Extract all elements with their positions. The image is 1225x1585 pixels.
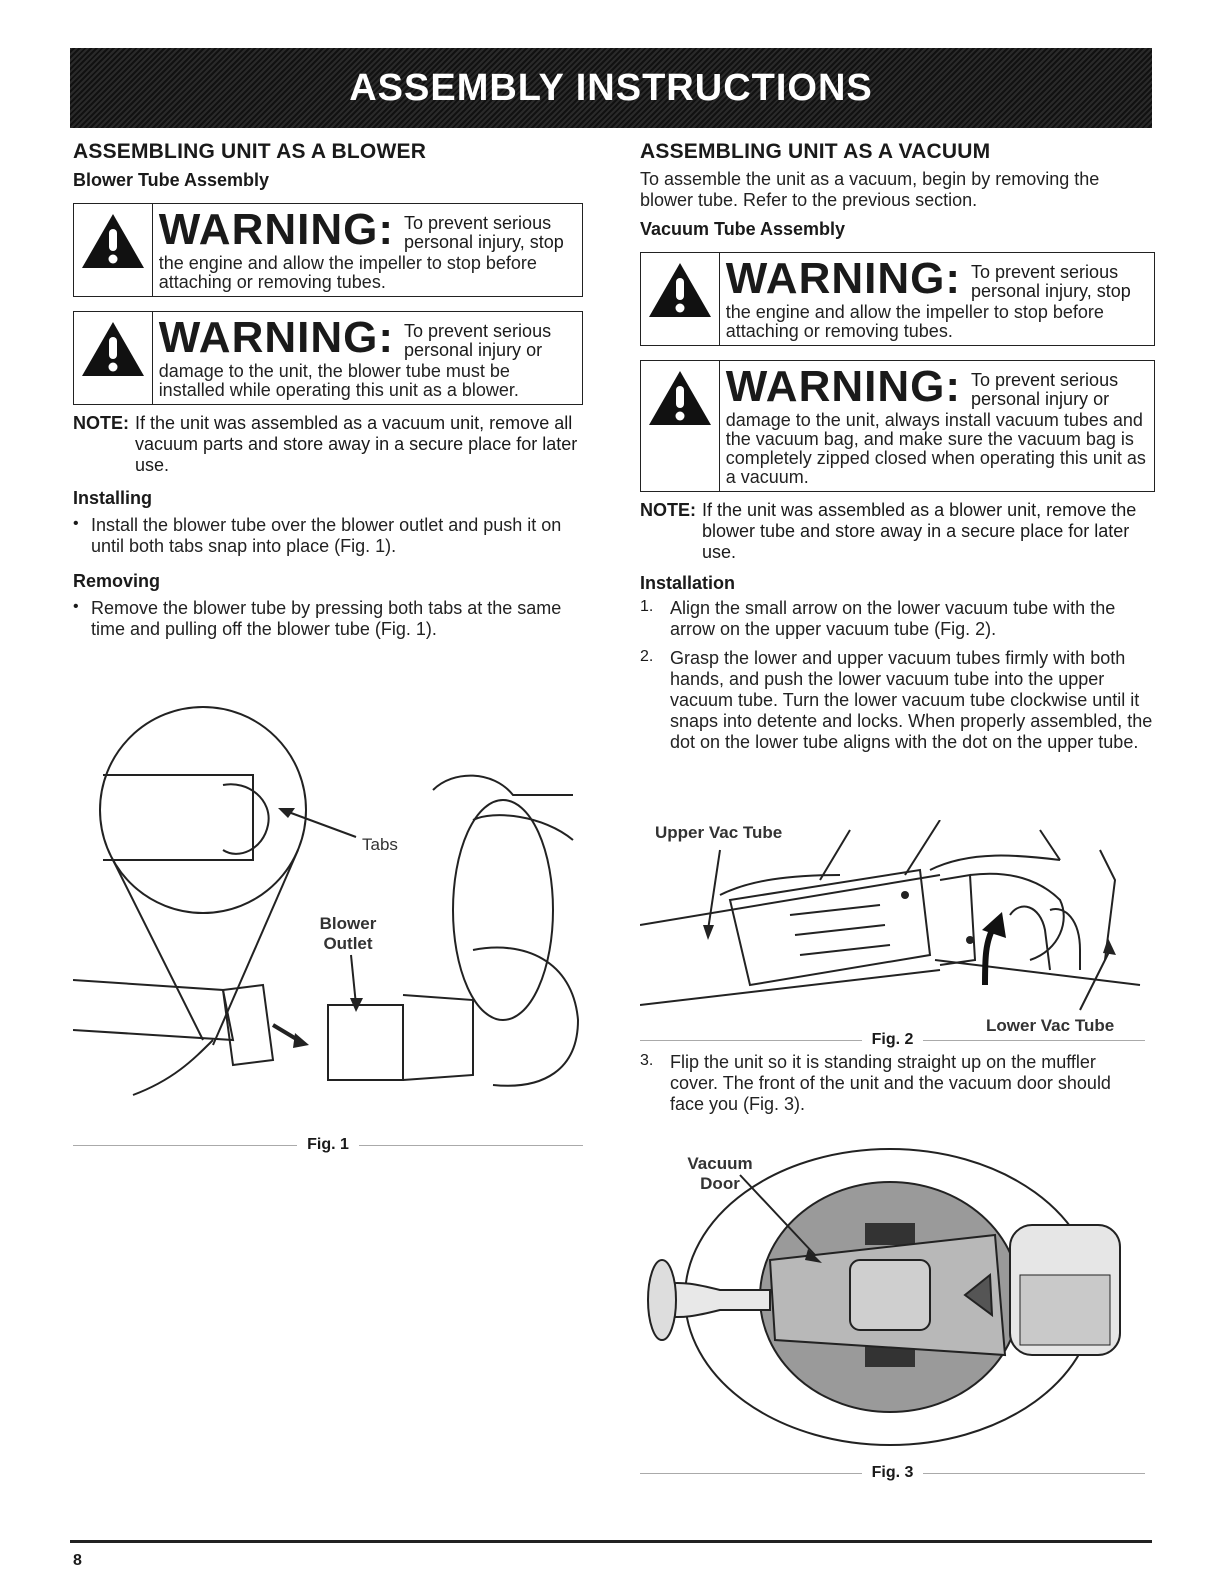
warning-text-first: To prevent serious personal injury or [971, 370, 1119, 409]
bullet-mark: • [73, 515, 79, 532]
subheading-installing: Installing [73, 488, 153, 508]
label-tabs: Tabs [362, 835, 398, 854]
step-text: Grasp the lower and upper vacuum tubes firmly with both hands, and push the lower vacuum tube into the upper vacuum tube. Turn the lower vacuum tube clockwise until it snaps into detente and locks. When properly assembled, the dot on the lower tube aligns with the dot on the upper tube. [670, 648, 1153, 752]
warning-word: WARNING: [725, 254, 961, 303]
warning-box [640, 252, 1155, 346]
warning-text-rest: damage to the unit, always install vacuum tubes and the vacuum bag, and make sure the vacuum bag is completely zipped closed when operating this unit as a vacuum. [725, 410, 1146, 487]
figure-3-caption [640, 1464, 1145, 1482]
warning-triangle-icon [80, 320, 146, 378]
label-upper-vac-tube: Upper Vac Tube [655, 823, 783, 842]
step-number: 2. [640, 648, 654, 665]
caption-rule [923, 1473, 1145, 1474]
figure-2-illustration [640, 820, 1145, 1030]
warning-triangle-icon [80, 212, 146, 270]
note-label: NOTE: [73, 413, 129, 433]
warning-text-rest: the engine and allow the impeller to stop before attaching or removing tubes. [725, 302, 1104, 341]
warning-icon-cell [74, 204, 153, 296]
left-column [73, 140, 583, 640]
label-vacuum-door: Vacuum Door [687, 1154, 753, 1193]
caption-rule [640, 1040, 862, 1041]
caption-text: Fig. 1 [307, 1136, 349, 1153]
right-column [640, 140, 1155, 753]
label-lower-vac-tube: Lower Vac Tube [986, 1016, 1115, 1035]
figure-1-illustration [73, 700, 583, 1120]
list-item [73, 515, 583, 557]
warning-text-rest: damage to the unit, the blower tube must be installed while operating this unit as a blower. [158, 361, 519, 400]
header-banner [70, 48, 1152, 128]
warning-word: WARNING: [158, 313, 394, 362]
step-number: 3. [640, 1052, 654, 1069]
page-title: ASSEMBLY INSTRUCTIONS [349, 66, 873, 109]
figure-1-caption [73, 1136, 583, 1154]
caption-rule [640, 1473, 862, 1474]
note-text: If the unit was assembled as a vacuum unit, remove all vacuum parts and store away in a secure place for later use. [135, 413, 578, 475]
subheading-removing: Removing [73, 571, 161, 591]
warning-text-first: To prevent serious personal injury, stop [971, 262, 1131, 301]
list-item [640, 648, 1155, 753]
warning-box [73, 311, 583, 405]
list-item [640, 598, 1155, 640]
subheading-vacuum-tube: Vacuum Tube Assembly [640, 219, 846, 239]
caption-rule [923, 1040, 1145, 1041]
warning-box [73, 203, 583, 297]
caption-rule [73, 1145, 297, 1146]
warning-text-first: To prevent serious personal injury or [404, 321, 552, 360]
warning-text-rest: the engine and allow the impeller to stop before attaching or removing tubes. [158, 253, 537, 292]
warning-word: WARNING: [158, 205, 394, 254]
note-text: If the unit was assembled as a blower unit, remove the blower tube and store away in a secure place for later use. [702, 500, 1137, 562]
caption-text: Fig. 2 [871, 1031, 914, 1048]
note [640, 500, 1155, 563]
warning-triangle-icon [647, 261, 713, 319]
figure-2-caption [640, 1031, 1145, 1049]
subheading-blower-tube: Blower Tube Assembly [73, 170, 270, 190]
section-heading-vacuum: ASSEMBLING UNIT AS A VACUUM [640, 140, 991, 163]
warning-icon-cell [641, 361, 720, 491]
note-label: NOTE: [640, 500, 696, 520]
warning-icon-cell [74, 312, 153, 404]
installing-text: Install the blower tube over the blower outlet and push it on until both tabs snap into place (Fig. 1). [91, 515, 562, 556]
removing-text: Remove the blower tube by pressing both tabs at the same time and pulling off the blower tube (Fig. 1). [91, 598, 562, 639]
vacuum-intro: To assemble the unit as a vacuum, begin by removing the blower tube. Refer to the previous section. [640, 169, 1100, 210]
step-number: 1. [640, 598, 654, 615]
warning-icon-cell [641, 253, 720, 345]
caption-text: Fig. 3 [871, 1464, 914, 1481]
step-text: Flip the unit so it is standing straight up on the muffler cover. The front of the unit and the vacuum door should face you (Fig. 3). [670, 1052, 1111, 1114]
step-text: Align the small arrow on the lower vacuum tube with the arrow on the upper vacuum tube (Fig. 2). [670, 598, 1116, 639]
warning-text-first: To prevent serious personal injury, stop [404, 213, 564, 252]
caption-rule [359, 1145, 583, 1146]
list-item [640, 1052, 1145, 1115]
label-blower-outlet: Blower Outlet [319, 914, 377, 953]
warning-box [640, 360, 1155, 492]
page-number: 8 [73, 1552, 82, 1569]
warning-word: WARNING: [725, 362, 961, 411]
list-item [73, 598, 583, 640]
bullet-mark: • [73, 598, 79, 615]
subheading-installation: Installation [640, 573, 736, 593]
section-heading-blower: ASSEMBLING UNIT AS A BLOWER [73, 140, 427, 163]
footer-rule [70, 1540, 1152, 1543]
note [73, 413, 583, 476]
warning-triangle-icon [647, 369, 713, 427]
